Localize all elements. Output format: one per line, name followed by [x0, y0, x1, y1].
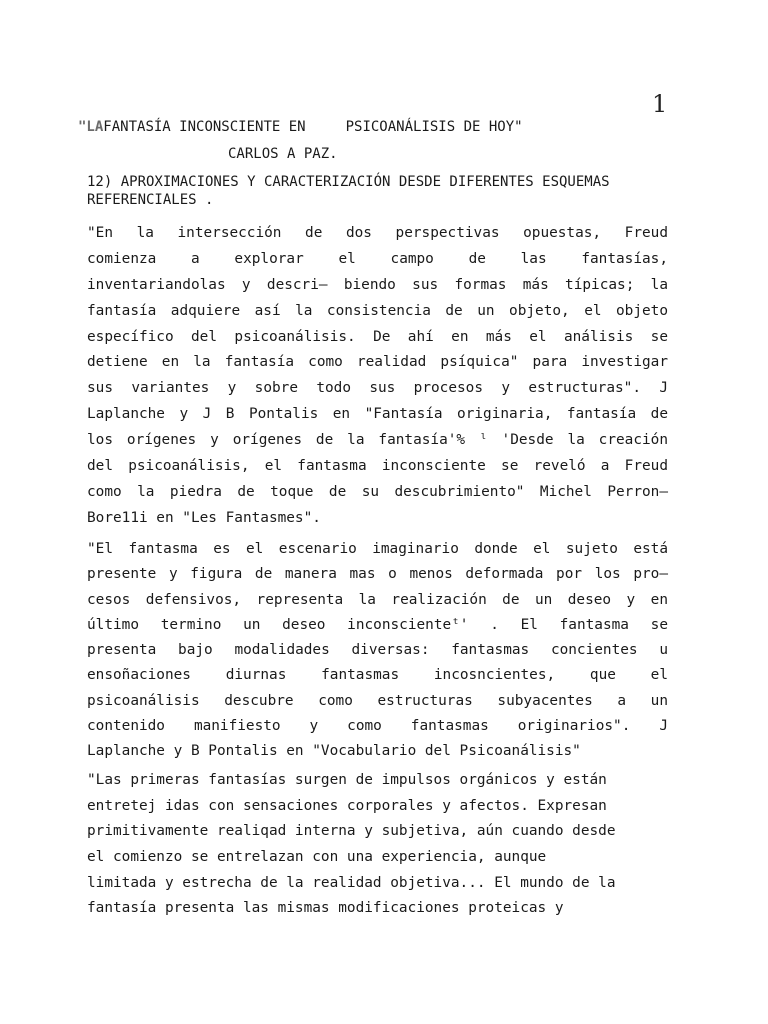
- author-name: CARLOS A PAZ.: [228, 146, 338, 162]
- title-part-1: FANTASÍA INCONSCIENTE EN: [103, 119, 306, 135]
- section-heading: 12) APROXIMACIONES Y CARACTERIZACIÓN DESDE DIFERENTES ESQUEMAS REFERENCIALES .: [87, 174, 610, 208]
- title-part-2: PSICOANÁLISIS DE HOY": [345, 119, 523, 135]
- text-line: detiene en la fantasía como realidad psíquica" para investigar: [87, 354, 668, 371]
- paragraph-1: [87, 225, 668, 536]
- text-line: "En la intersección de dos perspectivas opuestas, Freud: [87, 225, 668, 241]
- text-line: cesos defensivos, representa la realización de un deseo y en: [87, 591, 668, 608]
- text-line: el comienzo se entrelazan con una experiencia, aunque: [87, 849, 547, 866]
- text-line: entretej idas con sensaciones corporales y afectos. Expresan: [87, 797, 607, 814]
- text-line: Laplanche y B Pontalis en "Vocabulario del Psicoanálisis": [87, 743, 581, 760]
- text-line: "Las primeras fantasías surgen de impulsos orgánicos y están: [87, 772, 607, 788]
- text-line: primitivamente realiqad interna y subjetiva, aún cuando desde: [87, 823, 616, 840]
- text-line: sus variantes y sobre todo sus procesos y estructuras". J: [87, 380, 668, 397]
- text-line: comienza a explorar el campo de las fantasías,: [87, 250, 668, 267]
- text-line: como la piedra de toque de su descubrimiento" Michel Perron—: [87, 483, 668, 500]
- text-line: Laplanche y J B Pontalis en "Fantasía originaria, fantasía de: [87, 406, 668, 423]
- text-line: los orígenes y orígenes de la fantasía'% ˡ 'Desde la creación: [87, 432, 668, 449]
- text-line: último termino un deseo inconscienteᵗ' . El fantasma se: [87, 616, 668, 633]
- text-line: fantasía presenta las mismas modificaciones proteicas y: [87, 900, 564, 917]
- text-line: inventariandolas y descri— biendo sus formas más típicas; la: [87, 276, 668, 293]
- text-line: contenido manifiesto y como fantasmas originarios". J: [87, 718, 668, 735]
- text-line: específico del psicoanálisis. De ahí en más el análisis se: [87, 328, 668, 345]
- text-line: limitada y estrecha de la realidad objetiva... El mundo de la: [87, 874, 616, 891]
- paragraph-3: [87, 772, 668, 926]
- text-line: Bore11i en "Les Fantasmes".: [87, 509, 321, 526]
- text-line: fantasía adquiere así la consistencia de un objeto, el objeto: [87, 302, 668, 319]
- paragraph-2: [87, 541, 668, 769]
- title-prefix: "LA: [78, 119, 104, 135]
- text-line: ensoñaciones diurnas fantasmas incosncientes, que el: [87, 667, 668, 684]
- text-line: "El fantasma es el escenario imaginario donde el sujeto está: [87, 541, 668, 557]
- text-line: presente y figura de manera mas o menos deformada por los pro—: [87, 566, 668, 583]
- text-line: psicoanálisis descubre como estructuras subyacentes a un: [87, 692, 668, 709]
- page-number: 1: [652, 90, 668, 118]
- document-title: [78, 119, 523, 135]
- text-line: del psicoanálisis, el fantasma inconsciente se reveló a Freud: [87, 458, 668, 475]
- text-line: presenta bajo modalidades diversas: fantasmas concientes u: [87, 642, 668, 659]
